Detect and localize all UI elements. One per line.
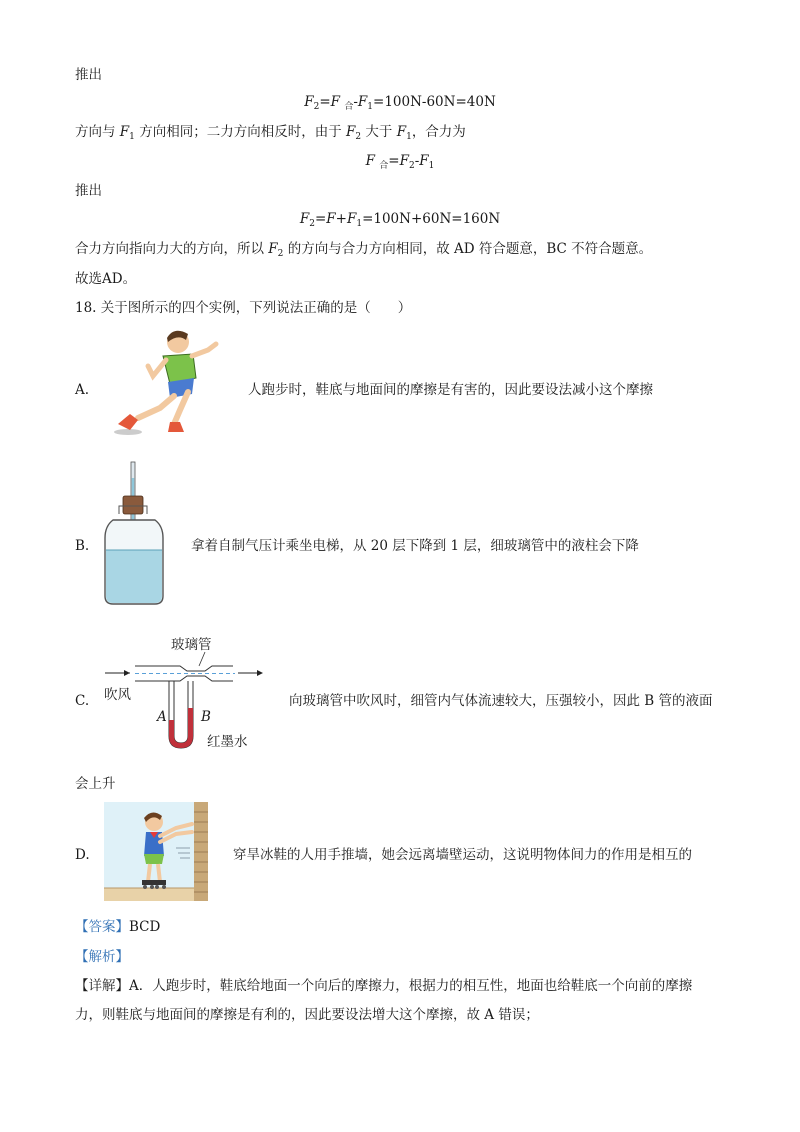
equation-f2-sum: $F_2=F+F_1=100N+60N=160N$ — [299, 211, 501, 229]
detail-label: 【详解】 — [75, 978, 129, 994]
option-c-text-cont: 会上升 — [75, 776, 116, 792]
detail-text-1: A．人跑步时，鞋底给地面一个向后的摩擦力，根据力的相互性，地面也给鞋底一个向前的摩擦 — [129, 978, 693, 994]
option-a-text: 人跑步时，鞋底与地面间的摩擦是有害的，因此要设法减小这个摩擦 — [248, 382, 653, 398]
equation-f2-diff: $F_2=F$ $_合-F_1=100N-60N=40N$ — [304, 94, 496, 112]
barometer-bottle-figure — [103, 460, 165, 606]
answer-label: 【答案】 — [75, 919, 129, 935]
option-b-text: 拿着自制气压计乘坐电梯，从 20 层下降到 1 层，细玻璃管中的液柱会下降 — [191, 538, 639, 554]
same-direction-text: 方向与 $F_1$ 方向相同；二力方向相反时，由于 $F_2$ 大于 $F_1$，合力为 — [75, 124, 466, 142]
option-a-letter: A. — [75, 382, 90, 398]
answer-value: BCD — [129, 919, 161, 935]
choose-text: 故选AD。 — [75, 271, 137, 287]
label-tube-a: A — [157, 709, 167, 725]
detail-line-1 — [75, 977, 692, 995]
option-d-text: 穿旱冰鞋的人用手推墙，她会远离墙壁运动，这说明物体间力的作用是相互的 — [233, 847, 692, 863]
label-tube-b: B — [201, 709, 211, 725]
analysis-label: 【解析】 — [75, 949, 129, 965]
equation-resultant: F $_合=F_2-F_1$ — [365, 153, 435, 171]
label-glass-tube: 玻璃管 — [171, 637, 212, 653]
option-b-letter: B. — [75, 538, 90, 554]
answer-line — [75, 918, 160, 936]
label-blow: 吹风 — [104, 687, 131, 703]
option-c-letter: C. — [75, 693, 90, 709]
question-text: 关于图所示的四个实例，下列说法正确的是（ ） — [100, 300, 412, 316]
detail-line-2: 力，则鞋底与地面间的摩擦是有利的，因此要设法增大这个摩擦，故 A 错误； — [75, 1007, 539, 1023]
skater-pushing-wall-figure — [104, 802, 208, 901]
push-label-1: 推出 — [75, 67, 102, 83]
option-c-text: 向玻璃管中吹风时，细管内气体流速较大，压强较小，因此 B 管的液面 — [289, 693, 713, 709]
conclusion-text: 合力方向指向力大的方向，所以 $F_2$ 的方向与合力方向相同，故 AD 符合题意，BC 不符合题意。 — [75, 241, 653, 259]
running-boy-figure — [108, 326, 223, 438]
label-red-ink: 红墨水 — [207, 734, 248, 750]
option-d-letter: D. — [75, 847, 90, 863]
question-stem — [75, 299, 411, 317]
question-number: 18. — [75, 300, 97, 316]
push-label-2: 推出 — [75, 183, 102, 199]
